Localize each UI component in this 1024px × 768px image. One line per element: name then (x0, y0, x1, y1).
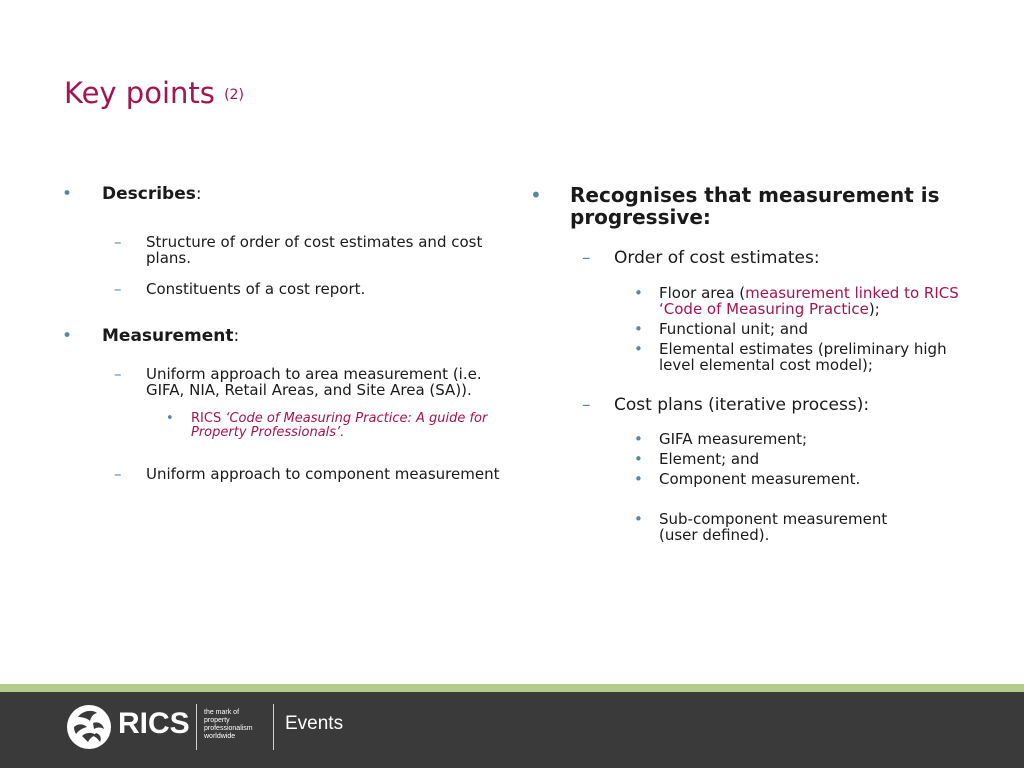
describes-item-constituents (62, 281, 502, 297)
functional-unit-item (530, 321, 970, 337)
rics-lion-logo-icon (66, 703, 112, 751)
footer (0, 692, 1024, 768)
order-label: Order of cost estimates: (614, 248, 820, 268)
describes-item-text: Structure of order of cost estimates and cost plans. (146, 233, 483, 267)
order-of-cost-estimates (530, 248, 970, 268)
rics-code-reference (62, 412, 502, 440)
progressive-point (530, 184, 970, 228)
dash-icon: – (114, 280, 122, 298)
functional-unit-text: Functional unit; and (659, 320, 809, 338)
bullet-icon: • (634, 340, 643, 358)
floor-area-item (530, 285, 970, 317)
right-column (530, 184, 970, 543)
bullet-icon: • (634, 320, 643, 338)
measurement-item-text: Uniform approach to area measurement (i.e. GIFA, NIA, Retail Areas, and Site Area (SA)). (146, 365, 482, 399)
bullet-icon: • (634, 430, 643, 448)
dash-icon: – (114, 365, 122, 383)
slide-title (64, 76, 244, 110)
measurement-item-component (62, 466, 502, 482)
dash-icon: – (114, 233, 122, 251)
cost-plans-label: Cost plans (iterative process): (614, 395, 870, 415)
title-page-number: (2) (224, 87, 244, 103)
tagline-line: the mark of (204, 709, 240, 716)
elemental-estimates-item (530, 341, 970, 373)
progressive-heading: Recognises that measurement is progressive: (570, 183, 940, 229)
bullet-icon: • (634, 510, 643, 528)
cost-plans (530, 395, 970, 415)
bullet-icon: • (634, 450, 643, 468)
bullet-icon: • (634, 284, 643, 302)
tagline-line: worldwide (204, 733, 236, 740)
dash-icon: – (582, 248, 591, 268)
gifa-item (530, 431, 970, 447)
describes-point (62, 184, 502, 204)
floor-area-suffix: ); (868, 300, 880, 318)
tagline-line: professionalism (204, 725, 253, 732)
bullet-icon: • (634, 470, 643, 488)
title-main: Key points (64, 76, 215, 110)
footer-divider (273, 704, 274, 750)
sub-component-item (530, 511, 970, 543)
rics-code-title: ‘Code of Measuring Practice: A guide for Property Professionals’. (191, 411, 488, 440)
measurement-point (62, 326, 502, 346)
rics-prefix: RICS (191, 411, 226, 426)
bullet-icon: • (62, 326, 73, 346)
measurement-item-text: Uniform approach to component measurement (146, 465, 500, 483)
component-text: Component measurement. (659, 470, 861, 488)
component-item (530, 471, 970, 487)
measurement-item-area (62, 366, 502, 398)
bullet-icon: • (62, 184, 73, 204)
describes-item-structure (62, 234, 502, 266)
describes-colon: : (195, 184, 202, 204)
footer-events-label: Events (285, 713, 344, 734)
element-text: Element; and (659, 450, 760, 468)
describes-item-text: Constituents of a cost report. (146, 280, 366, 298)
floor-area-reference: measurement linked to RICS ‘Code of Measuring Practice (659, 284, 959, 318)
elemental-estimates-text: Elemental estimates (preliminary high level elemental cost model); (659, 340, 947, 374)
floor-area-prefix: Floor area ( (659, 284, 746, 302)
dash-icon: – (114, 465, 122, 483)
tagline-line: property (204, 717, 230, 724)
left-column (62, 184, 502, 482)
rics-logo-text: RICS (118, 707, 190, 740)
bullet-icon: • (530, 183, 542, 207)
measurement-heading: Measurement (102, 326, 234, 346)
footer-divider (196, 704, 197, 750)
gifa-text: GIFA measurement; (659, 430, 808, 448)
footer-stripe (0, 684, 1024, 692)
describes-heading: Describes (102, 184, 196, 204)
measurement-colon: : (233, 326, 240, 346)
sub-component-text: Sub-component measurement (user defined). (659, 510, 888, 544)
bullet-icon: • (166, 411, 174, 426)
element-item (530, 451, 970, 467)
dash-icon: – (582, 395, 591, 415)
footer-tagline (204, 709, 274, 741)
